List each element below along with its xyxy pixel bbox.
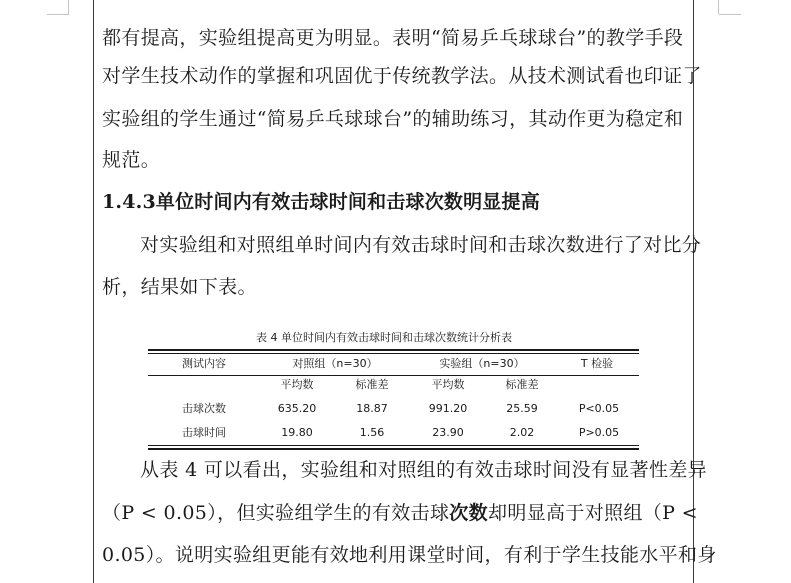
margin-corner-mark-left <box>68 0 69 14</box>
table-caption[interactable]: 表 4 单位时间内有效击球时间和击球次数统计分析表 <box>256 331 512 344</box>
paragraph-line[interactable] <box>102 501 698 525</box>
table-header-cell[interactable]: 测试内容 <box>182 357 226 370</box>
section-heading[interactable]: 1.4.3单位时间内有效击球时间和击球次数明显提高 <box>102 191 540 213</box>
table-subheader-cell[interactable]: 标准差 <box>505 378 539 391</box>
paragraph-line[interactable]: 从表 4 可以看出，实验组和对照组的有效击球时间没有显著性差异 <box>140 459 708 481</box>
table-cell[interactable]: 19.80 <box>281 426 313 439</box>
paragraph-text: （P < 0.05），但实验组学生的有效击球 <box>102 502 450 524</box>
paragraph-line[interactable]: 规范。 <box>102 149 161 171</box>
margin-corner-mark-left-horizontal <box>47 14 69 15</box>
table-subheader-cell[interactable]: 标准差 <box>355 378 389 391</box>
paragraph-line[interactable]: 析，结果如下表。 <box>102 276 257 298</box>
table-top-rule <box>148 349 639 351</box>
table-bottom-rule <box>148 448 639 450</box>
text-frame-left-border <box>93 0 94 583</box>
table-top-rule-thin <box>148 353 639 354</box>
table-header-cell[interactable]: 对照组（n=30） <box>292 357 378 370</box>
paragraph-line[interactable]: 0.05）。说明实验组更能有效地利用课堂时间，有利于学生技能水平和身 <box>102 544 717 566</box>
bold-emphasis-text: 次数 <box>449 502 488 524</box>
table-subheader-cell[interactable]: 平均数 <box>431 378 465 391</box>
table-cell[interactable]: 1.56 <box>359 426 385 439</box>
table-row-label[interactable]: 击球时间 <box>182 426 226 439</box>
table-subheader-cell[interactable]: 平均数 <box>280 378 314 391</box>
table-cell[interactable]: 991.20 <box>428 402 468 415</box>
table-header-cell[interactable]: 实验组（n=30） <box>439 357 525 370</box>
table-cell[interactable]: 2.02 <box>509 426 535 439</box>
paragraph-line[interactable]: 对学生技术动作的掌握和巩固优于传统教学法。从技术测试看也印证了 <box>102 65 702 87</box>
paragraph-line[interactable]: 实验组的学生通过“简易乒乓球球台”的辅助练习，其动作更为稳定和 <box>102 108 684 130</box>
table-cell[interactable]: P>0.05 <box>578 426 620 439</box>
table-cell[interactable]: 18.87 <box>356 402 388 415</box>
table-header-cell[interactable]: T 检验 <box>580 357 614 370</box>
table-cell[interactable]: 635.20 <box>277 402 317 415</box>
paragraph-line[interactable]: 对实验组和对照组单时间内有效击球时间和击球次数进行了对比分 <box>140 234 702 256</box>
table-header-rule <box>148 375 639 376</box>
table-cell[interactable]: 25.59 <box>506 402 538 415</box>
margin-corner-mark-right-horizontal <box>719 14 741 15</box>
paragraph-line[interactable]: 都有提高，实验组提高更为明显。表明“简易乒乓球球台”的教学手段 <box>102 27 684 49</box>
table-cell[interactable]: 23.90 <box>432 426 464 439</box>
table-cell[interactable]: P<0.05 <box>578 402 620 415</box>
paragraph-text: 却明显高于对照组（P < <box>488 502 698 524</box>
table-bottom-rule-thin <box>148 445 639 446</box>
table-row-label[interactable]: 击球次数 <box>182 402 226 415</box>
margin-corner-mark-right <box>718 0 719 14</box>
